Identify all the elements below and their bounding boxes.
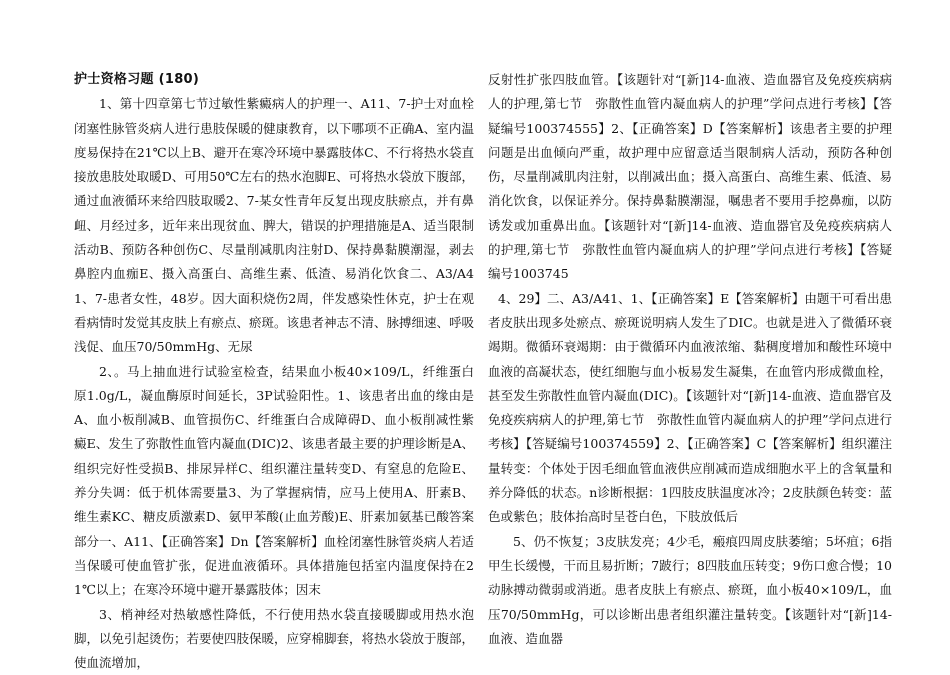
left-column: [74, 68, 474, 675]
paragraph-1: 1、第十四章第七节过敏性紫癜病人的护理一、A11、7-护士对血栓闭塞性脉管炎病人进行患肢保暖的健康教育，以下哪项不正确A、室内温度易保持在21℃以上B、避开在寒冷环境中暴露肢体C、不行将热水袋直接放患肢处取暖D、可用50℃左右的热水泡脚E、可将热水袋放下腹部，通过血液循环来给四肢取暖2、7-某女性青年反复出现皮肤瘀点，并有鼻衄、月经过多，近年来出现贫血、脾大，错误的护理措施是A、适当限制活动B、预防各种创伤C、尽量削减肌肉注射D、保持鼻黏膜潮湿，剥去鼻腔内血痂E、摄入高蛋白、高维生素、低渣、易消化饮食二、A3/A41、7-患者女性，48岁。因大面积烧伤2周，伴发感染性休克，护士在观看病情时发觉其皮肤上有瘀点、瘀斑。该患者神志不清、脉搏细速、呼吸浅促、血压70/50mmHg、无尿: [74, 96, 475, 355]
paragraph-2: 2、。马上抽血进行试验室检查，结果血小板40×109/L，纤维蛋白原1.0g/L，凝血酶原时间延长，3P试验阳性。1、该患者出血的缘由是A、血小板削减B、血管损伤C、纤维蛋白合成障碍D、血小板削减性紫癜E、发生了弥散性血管内凝血(DIC)2、该患者最主要的护理诊断是A、组织完好性受损B、排尿异样C、组织灌注量转变D、有窒息的危险E、养分失调：低于机体需要量3、为了掌握病情，应马上使用A、肝素B、维生素KC、糖皮质激素D、氨甲苯酸(止血芳酸)E、肝素加氨基已酸答案部分一、A11、【正确答案】Dn【答案解析】血栓闭塞性脉管炎病人若适当保暖可使血管扩张，促进血液循环。具体措施包括室内温度保持在21℃以上；在寒冷环境中避开暴露肢体；因末: [74, 363, 474, 598]
paragraph-3: 3、梢神经对热敏感性降低，不行使用热水袋直接暖脚或用热水泡脚，以免引起烫伤；若要使四肢保暖，应穿棉脚套，将热水袋放于腹部，使血流增加，: [74, 606, 475, 671]
paragraph-4: 4、29】二、A3/A41、1、【正确答案】E【答案解析】由题干可看出患者皮肤出现多处瘀点、瘀斑说明病人发生了DIC。也就是进入了微循环衰竭期。微循环衰竭期：由于微循环内血液浓缩、黏稠度增加和酸性环境中血液的高凝状态，使红细胞与血小板易发生凝集，在血管内形成微血栓，甚至发生弥散性血管内凝血(DIC)。【该题针对“[新]14-血液、造血器官及免疫疾病病人的护理,第七节 弥散性血管内凝血病人的护理”学问点进行考核】【答疑编号100374559】2、【正确答案】C【答案解析】组织灌注量转变：个体处于因毛细血管血液供应削减而造成细胞水平上的含氧量和养分降低的状态。n诊断根据：1四肢皮肤温度冰冷；2皮肤颜色转变：蓝色或紫色；肢体抬高时呈苍白色，下肢放低后: [488, 290, 892, 525]
paragraph-5: 5、仍不恢复；3皮肤发亮；4少毛，瘢痕四周皮肤萎缩；5坏疽；6指甲生长缓慢，干而且易折断；7跛行；8四肢血压转变；9伤口愈合慢；10动脉搏动微弱或消逝。患者皮肤上有瘀点、瘀斑，血小板40×109/L，血压70/50mmHg，可以诊断出患者组织灌注量转变。【该题针对“[新]14-血液、造血器: [488, 533, 892, 646]
right-column: [488, 68, 892, 651]
paragraph-3-continued: 反射性扩张四肢血管。【该题针对“[新]14-血液、造血器官及免疫疾病病人的护理,第七节 弥散性血管内凝血病人的护理”学问点进行考核】【答疑编号100374555】2、【正确答案】D【答案解析】该患者主要的护理问题是出血倾向严重，故护理中应留意适当限制病人活动，预防各种创伤，尽量削减肌肉注射，以削减出血；摄入高蛋白、高维生素、低渣、易消化饮食，以保证养分。保持鼻黏膜潮湿，嘱患者不要用手挖鼻痂，以防诱发或加重鼻出血。【该题针对“[新]14-血液、造血器官及免疫疾病病人的护理,第七节 弥散性血管内凝血病人的护理”学问点进行考核】【答疑编号1003745: [488, 72, 892, 282]
page-title: 护士资格习题 (180): [74, 72, 200, 87]
